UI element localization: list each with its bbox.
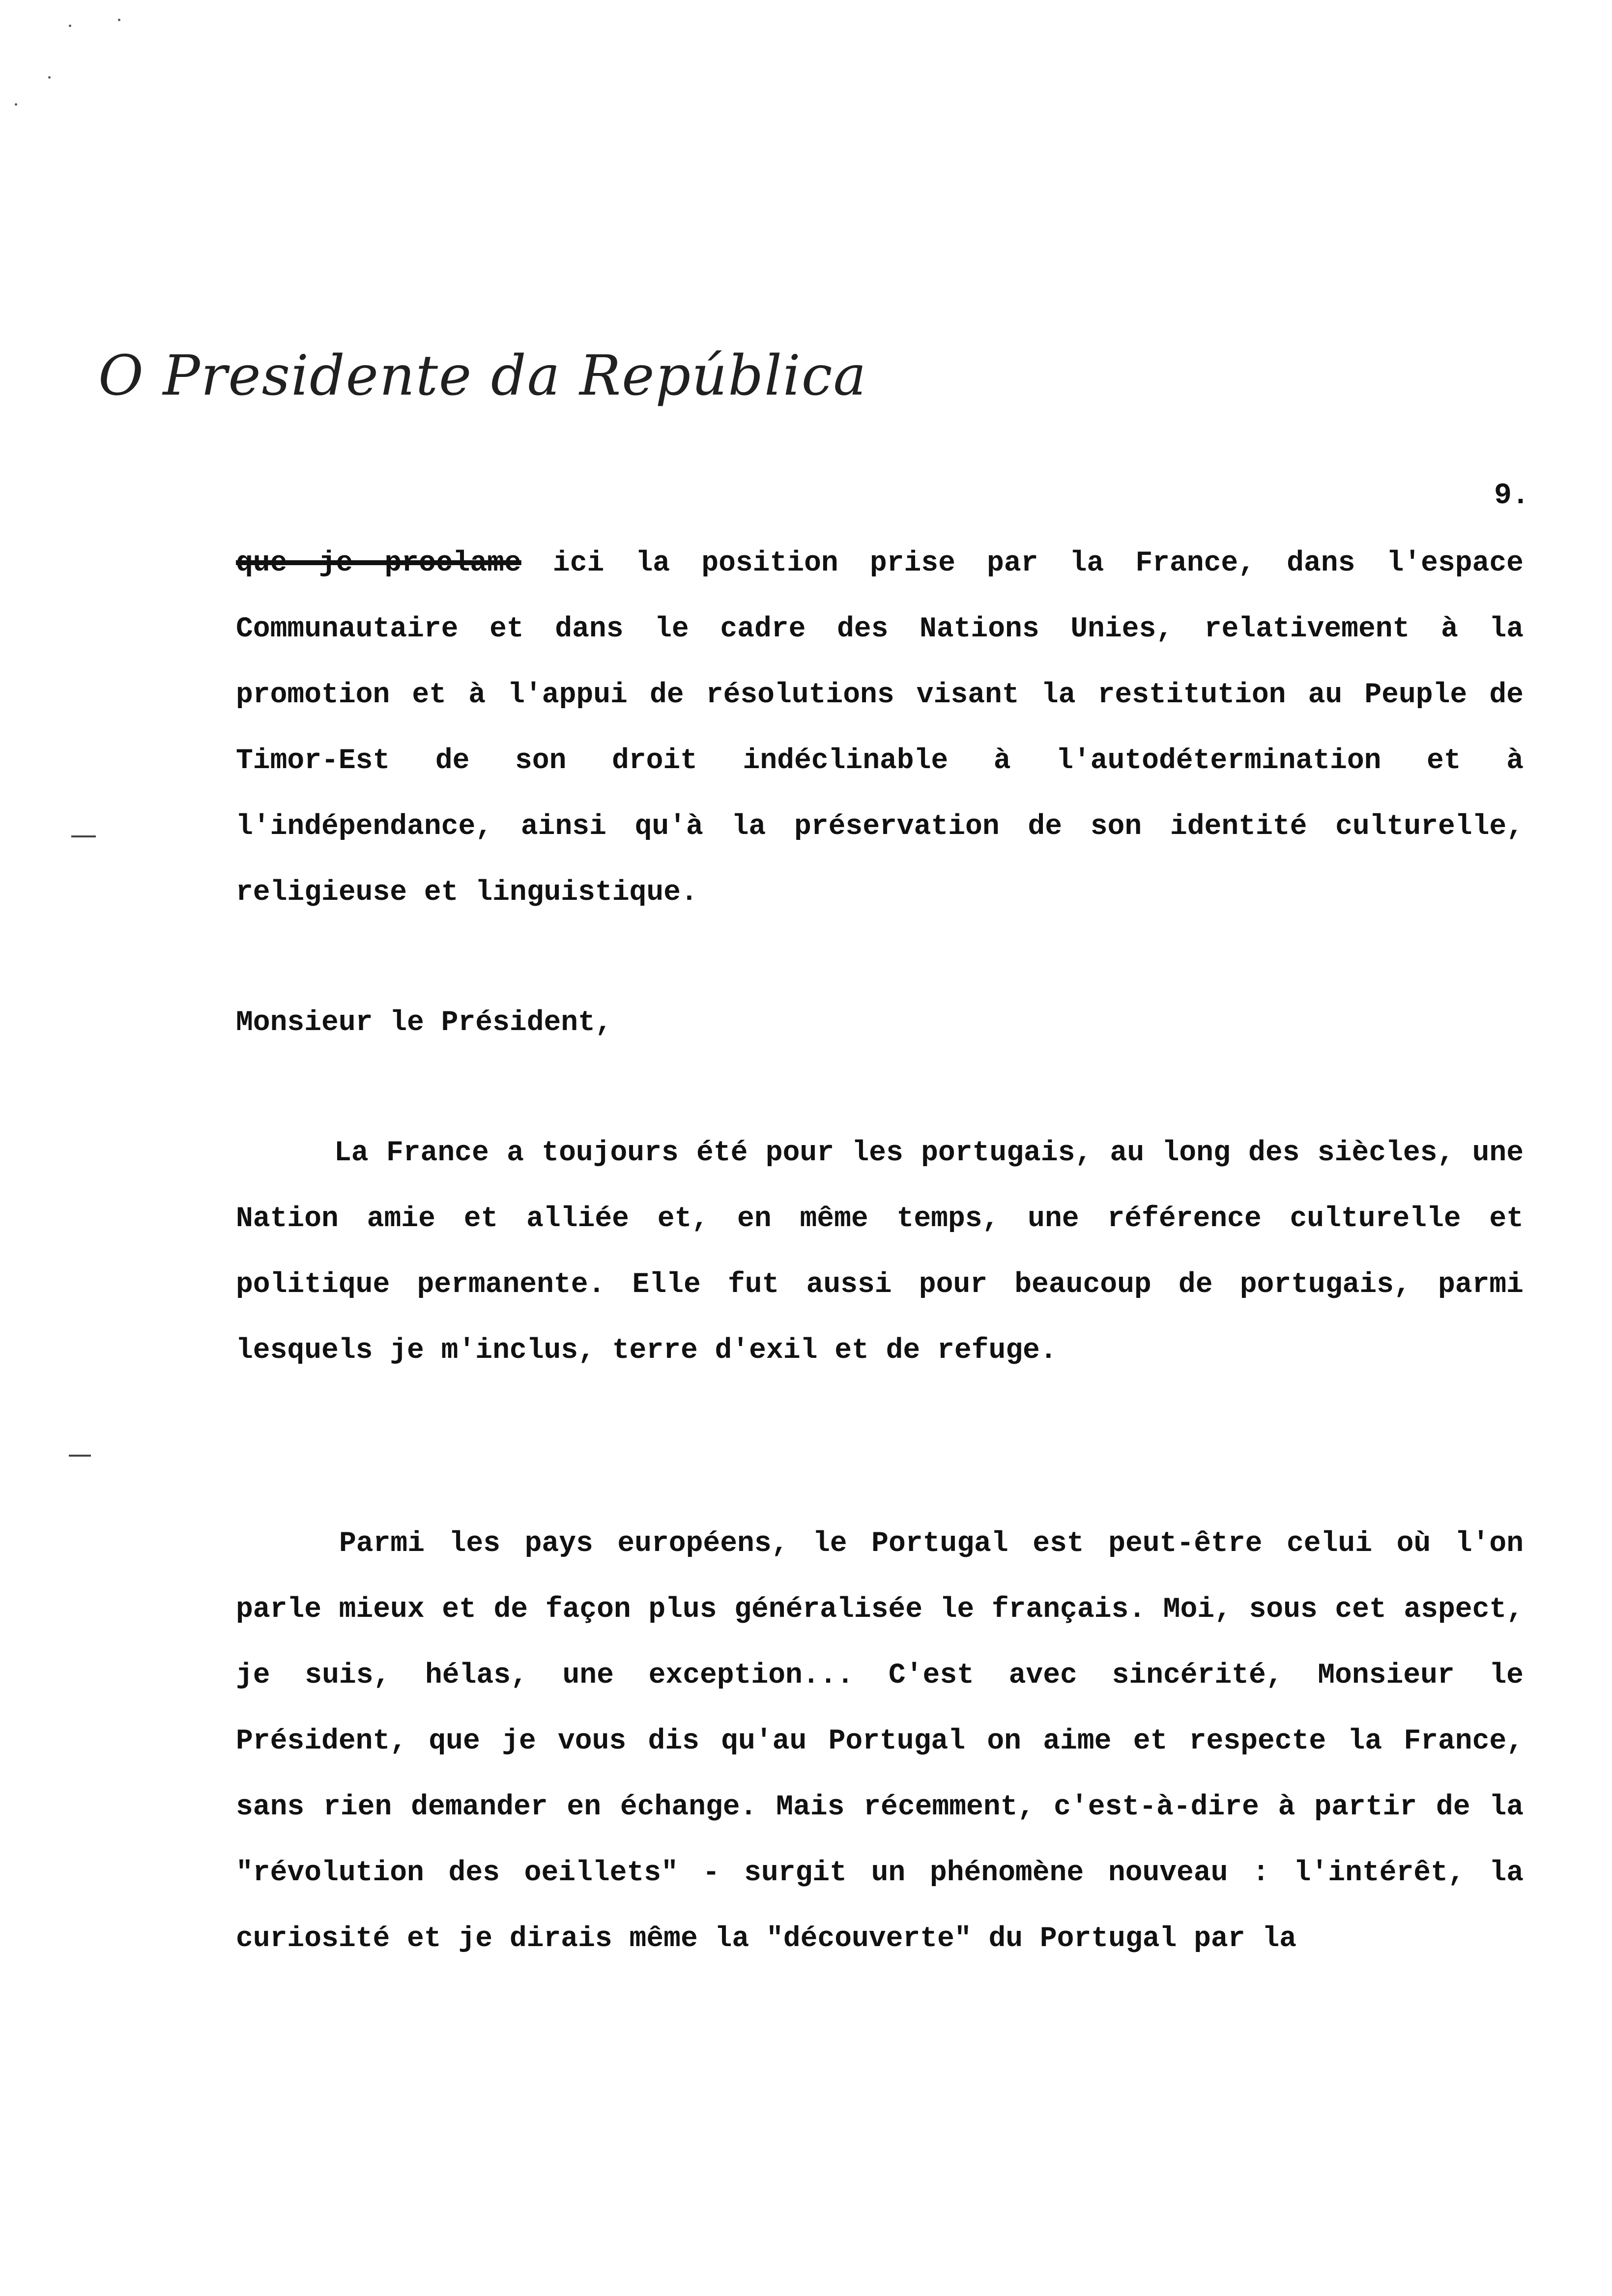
salutation: Monsieur le Président,: [236, 1007, 612, 1039]
scan-speck: [15, 103, 17, 106]
paragraph-1: [236, 531, 1524, 926]
struck-text: que je proclame: [236, 547, 521, 579]
margin-mark: [69, 1455, 91, 1457]
paragraph-3: La France a toujours été pour les portugais, au long des siècles, une Nation amie et alliée et, en même temps, une référence culturelle et politique permanente. Elle fut aussi pour beaucoup de portugais, parmi lesquels je m'inclus, terre d'exil et de refuge.: [236, 1137, 1524, 1367]
paragraph-4: Parmi les pays européens, le Portugal est peut-être celui où l'on parle mieux et de façon plus généralisée le français. Moi, sous cet aspect, je suis, hélas, une exception... C'est avec sincérité, Monsieur le Président, que je vous dis qu'au Portugal on aime et respecte la France, sans rien demander en échange. Mais récemment, c'est-à-dire à partir de la "révolution des oeillets" - surgit un phénomène nouveau : l'intérêt, la curiosité et je dirais même la "découverte" du Portugal par la: [236, 1528, 1524, 1955]
letterhead: O Presidente da República: [98, 344, 867, 408]
margin-mark: [71, 835, 96, 837]
paragraph-1-text: ici la position prise par la France, dans l'espace Communautaire et dans le cadre des Nations Unies, relativement à la promotion et à l'appui de résolutions visant la restitution au Peuple de Timor-Est de son droit indéclinable à l'autodétermination et à l'indépendance, ainsi qu'à la préservation de son identité culturelle, religieuse et linguistique.: [236, 547, 1524, 909]
scan-speck: [48, 76, 51, 79]
scan-speck: [69, 25, 71, 27]
scan-speck: [118, 19, 120, 21]
page-number: 9.: [1494, 479, 1530, 513]
